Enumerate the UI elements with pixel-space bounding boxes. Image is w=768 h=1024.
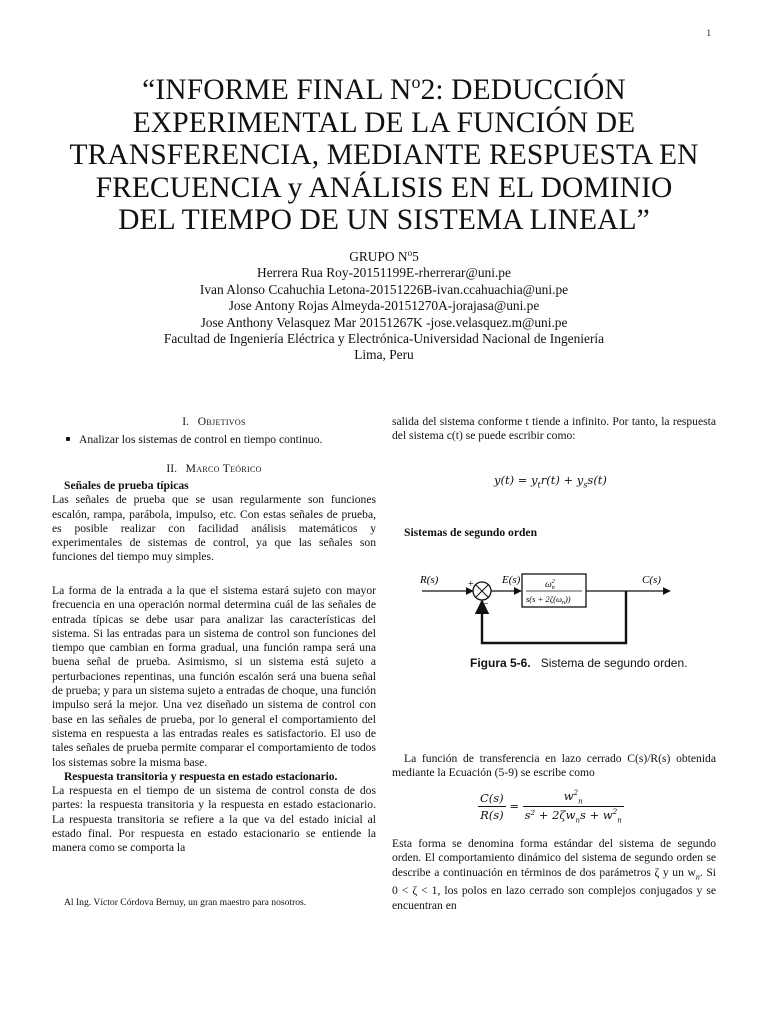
right-paragraph-3: Esta forma se denomina forma estándar del sistema de segundo orden. El comportamiento dinámico del sistema de segundo orden se describe a continuación en términos de dos parámetros ζ y un $w_n$. Si 0 < ζ < 1, los polos en lazo cerrado son complejos conjugados y se encuentran en [392,837,717,912]
paragraph: La forma de la entrada a la que el sistema estará sujeto con mayor frecuencia en una operación normal determina cuál de las señales de entrada típicas se debe usar para analizar las características del sistema. Si las entradas para un sistema de control son funciones del tiempo que cambian en forma gradual, una función rampa será una buena señal de prueba. Asimismo, si un sistema está sujeto a perturbaciones repentinas, una función escalón será una buena señal de prueba; y para un sistema sujeto a entradas de choque, una función impulso será la mejor. Una vez diseñado un sistema de control con base en las señales de prueba, por lo general el comportamiento del sistema en respuesta a las entradas reales es satisfactorio. El uso de tales señales de prueba permite comparar el comportamiento de todos los sistemas sobre la misma base. [52,584,376,769]
title-line-2: EXPERIMENTAL DE LA FUNCIÓN DE [132,106,636,139]
author-line: Jose Anthony Velasquez Mar 20151267K -jose.velasquez.m@uni.pe [200,314,568,330]
section-heading-marco-teorico [52,462,376,475]
author-line: Ivan Alonso Ccahuchia Letona-20151226B-ivan.ccahuachia@uni.pe [199,281,569,297]
plus-sign: + [468,579,474,590]
title-line-1a: “INFORME FINAL N [142,74,412,106]
input-label: R(s) [420,574,439,586]
title-line-3: TRANSFERENCIA, MEDIANTE RESPUESTA EN [69,139,699,171]
group-label [30,249,738,265]
title-line-5: DEL TIEMPO DE UN SISTEMA LINEAL” [118,204,650,236]
caption-label: Figura 5-6. [470,656,531,670]
section-title: Objetivos [197,415,246,428]
eq-lhs-num: C(s) [480,791,504,806]
eq-rhs-num: $w^2_n$ [523,789,624,807]
block-denominator: $s(s + 2\zeta(\omega_n))$ [526,594,571,606]
author-line: Herrera Rua Roy-20151199E-rherrerar@uni.pe [257,265,511,281]
para-part-b: . Si 0 < ζ < 1, los polos en lazo cerrado son complejos conjugados y se encuentran en [392,865,717,912]
group-label-text: GRUPO N [349,249,408,264]
left-column-body [52,479,376,565]
eq-rhs-den: $s^2 + 2\zeta w_ns + w^2_n$ [524,808,622,825]
section-heading-objetivos [52,415,376,428]
footnote: Al Ing. Víctor Córdova Bernuy, un gran maestro para nosotros. [64,897,307,908]
minus-sign: − [483,599,489,610]
group-label-num: 5 [412,249,419,264]
paper-title [30,74,738,237]
right-paragraph-1: salida del sistema conforme t tiende a infinito. Por tanto, la respuesta del sistema c(t) se puede escribir como: [392,415,716,443]
caption-text: Sistema de segundo orden. [540,656,688,670]
bullet-text: Analizar los sistemas de control en tiempo continuo. [79,433,323,446]
error-label: E(s) [502,574,521,586]
block-numerator: $\omega^2$ n [545,579,555,591]
right-paragraph-2: La función de transferencia en lazo cerrado C(s)/R(s) obtenida mediante la Ecuación (5-9) se escribe como [392,752,716,780]
left-column-body-2 [52,584,376,856]
eq-lhs-den: R(s) [480,808,504,823]
paragraph: Las señales de prueba que se usan regularmente son funciones escalón, rampa, parábola, impulso, etc. Con estas señales de prueba, es posible realizar con facilidad análisis matemáticos y experimentales de sistemas de control, ya que las señales son funciones del tiempo muy simples. [52,493,376,564]
page-number: 1 [706,28,711,38]
para-part-a: Esta forma se denomina forma estándar del sistema de segundo orden. El comportamiento dinámico del sistema de segundo orden se describe a continuación en términos de dos parámetros ζ y un w [392,837,716,879]
title-line-4: FRECUENCIA y ANÁLISIS EN EL DOMINIO [95,171,673,204]
subheading-respuesta: Respuesta transitoria y respuesta en estado estacionario. [64,769,338,783]
location: Lima, Peru [354,347,414,363]
equation-response: $y(t) = y_tr(t) + y_ss(t)$ [494,473,607,490]
paragraph: La respuesta en el tiempo de un sistema de control consta de dos partes: la respuesta transitoria y la respuesta en estado estacionario. La respuesta transitoria se refiere a la que va del estado inicial al estado final. Por respuesta en estado estacionario se entiende la manera como se comporta la [52,784,376,855]
title-line-1b: 2: DEDUCCIÓN [420,74,626,106]
affiliation: Facultad de Ingeniería Eléctrica y Electrónica-Universidad Nacional de Ingeniería [163,331,605,347]
title-line-1-sup: o [411,72,421,92]
group-label-sup: o [407,248,413,258]
author-line: Jose Antony Rojas Almeyda-20151270A-jorajasa@uni.pe [228,298,540,314]
output-label: C(s) [642,574,661,586]
section-number: II. [166,462,177,475]
equation-transfer: $\frac{C(s)}{R(s)}$ = $\frac{w^2_n}{s^2 + 2\zeta w_ns + w^2_n}$ [480,789,622,825]
figure-caption [470,656,687,670]
author-block [30,249,738,364]
subheading-segundo-orden: Sistemas de segundo orden [404,526,538,539]
bullet-icon [66,437,70,441]
section-title: Marco Teórico [185,462,262,475]
block-diagram [420,563,680,655]
section-number: I. [182,415,190,428]
subheading-senales: Señales de prueba típicas [64,479,189,492]
objective-bullet [66,433,322,446]
